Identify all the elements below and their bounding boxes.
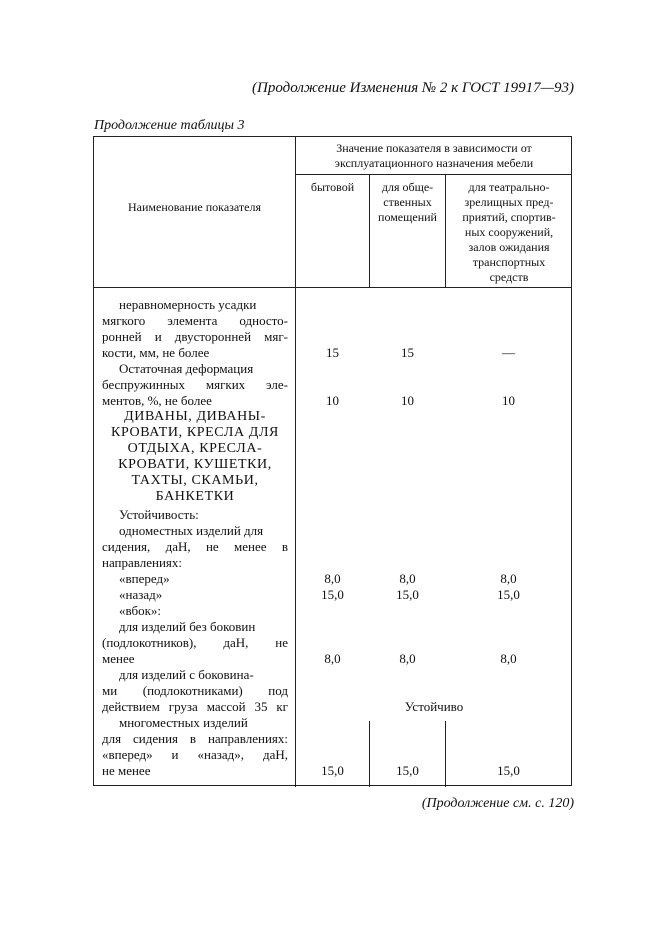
row-text: неравномерность усадки <box>119 297 257 312</box>
value-theatre: 15,0 <box>497 587 520 602</box>
row-text: менее <box>102 651 135 666</box>
column-header-theatre: для театрально- зрелищных пред- приятий, спортив- ных сооружений, залов ожидания транспортных средств <box>462 180 556 284</box>
row-text: мягкого элемента односто- <box>102 313 288 328</box>
value-theatre: 10 <box>502 393 515 408</box>
value-household: 10 <box>326 393 339 408</box>
value-household: 8,0 <box>324 571 341 586</box>
row-text: направлениях: <box>102 555 183 570</box>
row-text: «назад» <box>119 587 163 602</box>
row-text: Устойчивость: <box>119 507 199 522</box>
value-theatre: — <box>502 345 515 360</box>
row-text: «вбок»: <box>119 603 162 618</box>
group-header-rule <box>295 174 572 175</box>
row-text: действием груза массой 35 кг <box>102 699 288 714</box>
value-household: 15 <box>326 345 339 360</box>
table-caption: Продолжение таблицы 3 <box>94 118 245 133</box>
section-heading-upholstered-furniture: ДИВАНЫ, ДИВАНЫ- КРОВАТИ, КРЕСЛА ДЛЯ ОТДЫХА, КРЕСЛА- КРОВАТИ, КУШЕТКИ, ТАХТЫ, СКАМЬИ, БАНКЕТКИ <box>111 409 279 504</box>
row-text: для сидения в направлениях: <box>102 731 288 746</box>
value-public: 8,0 <box>399 651 416 666</box>
value-theatre: 8,0 <box>500 651 517 666</box>
page-continuation-note: (Продолжение см. с. 120) <box>421 796 574 811</box>
value-household: 8,0 <box>324 651 341 666</box>
row-text: ронней и двусторонней мяг- <box>102 329 288 344</box>
row-text: Остаточная деформация <box>119 361 254 376</box>
value-public: 15 <box>401 345 414 360</box>
row-text: для изделий без боковин <box>119 619 256 634</box>
row-text: одноместных изделий для <box>119 523 264 538</box>
column-header-household: бытовой <box>310 180 355 194</box>
header-bottom-rule <box>94 287 572 288</box>
row-text: ментов, %, не более <box>102 393 212 408</box>
row-text: «вперед» и «назад», даН, <box>102 747 288 762</box>
column-header-public: для обще- ственных помещений <box>378 180 437 224</box>
row-text: беспружинных мягких эле- <box>102 377 288 392</box>
value-public: 15,0 <box>396 587 419 602</box>
column-group-header: Значение показателя в зависимости от эксплуатационного назначения мебели <box>334 141 534 170</box>
value-household: 15,0 <box>321 763 344 778</box>
value-spanning-stable: Устойчиво <box>404 699 464 714</box>
row-text: не менее <box>102 763 151 778</box>
row-text: многоместных изделий <box>119 715 248 730</box>
column-header-name: Наименование показателя <box>128 200 261 214</box>
row-text: кости, мм, не более <box>102 345 210 360</box>
value-public: 15,0 <box>396 763 419 778</box>
value-theatre: 15,0 <box>497 763 520 778</box>
col-divider-name <box>295 137 296 787</box>
row-text: ми (подлокотниками) под <box>102 683 288 698</box>
value-household: 15,0 <box>321 587 344 602</box>
row-text: для изделий с боковина- <box>119 667 254 682</box>
value-public: 8,0 <box>399 571 416 586</box>
row-text: (подлокотников), даН, не <box>102 635 288 650</box>
page-running-header: (Продолжение Изменения № 2 к ГОСТ 19917—93) <box>252 80 574 96</box>
value-public: 10 <box>401 393 414 408</box>
value-theatre: 8,0 <box>500 571 517 586</box>
row-text: «вперед» <box>119 571 170 586</box>
row-text: сидения, даН, не менее в <box>102 539 288 554</box>
data-table <box>93 136 572 786</box>
